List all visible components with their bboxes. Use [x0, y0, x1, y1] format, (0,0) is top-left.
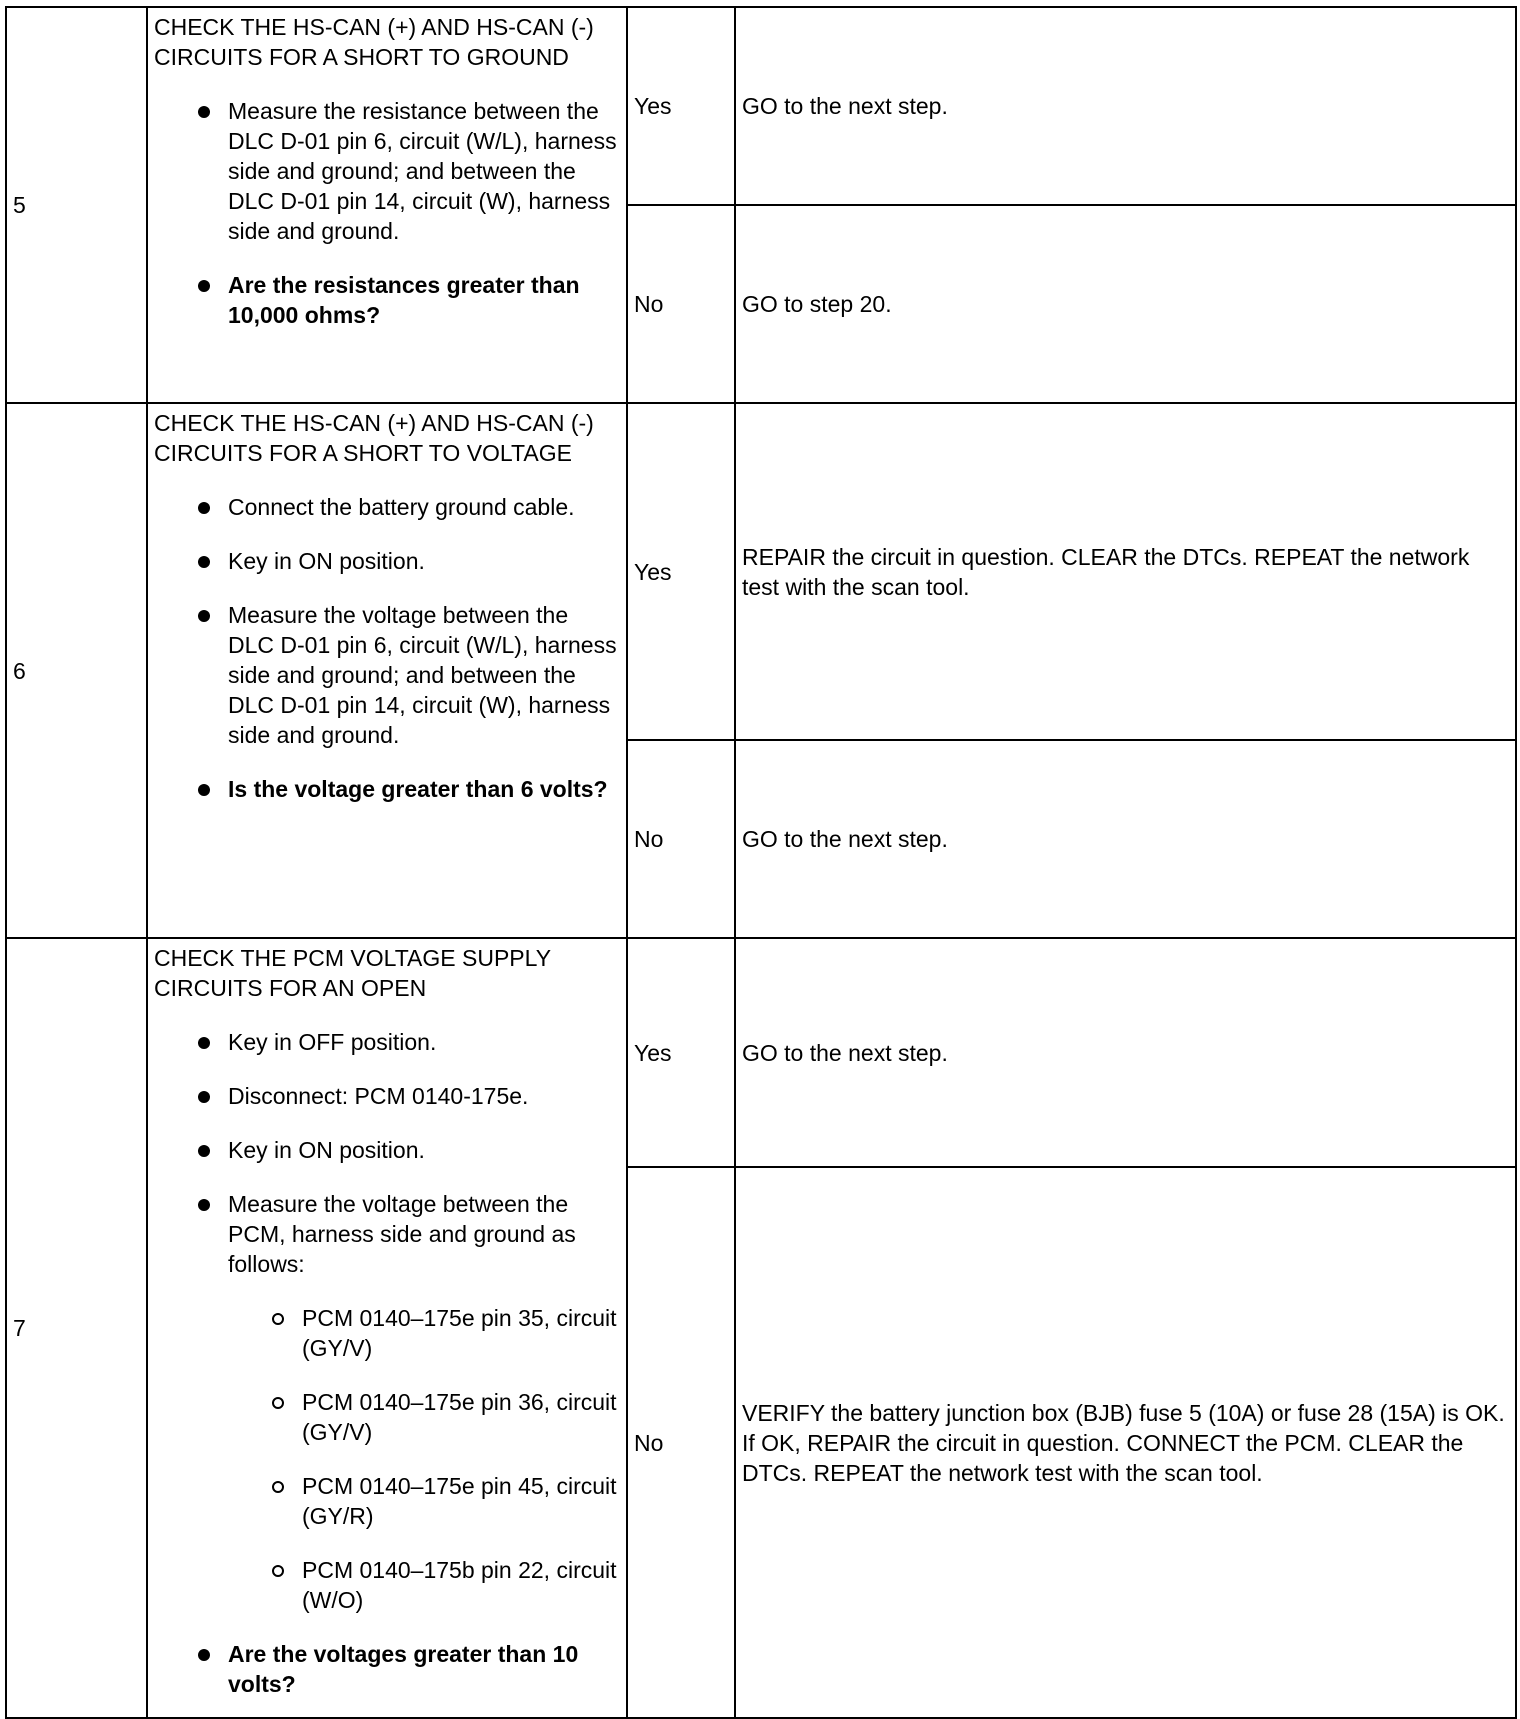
action-yes: GO to the next step.	[735, 938, 1516, 1167]
sub-procedure-item: PCM 0140–175e pin 35, circuit (GY/V)	[270, 1303, 620, 1363]
action-no: VERIFY the battery junction box (BJB) fuse 5 (10A) or fuse 28 (15A) is OK. If OK, REPAIR the circuit in question. CONNECT the PCM. CLEAR the DTCs. REPEAT the network test with the scan tool.	[735, 1167, 1516, 1718]
procedure-item-text: Measure the voltage between the PCM, harness side and ground as follows:	[228, 1191, 576, 1277]
action-no: GO to step 20.	[735, 205, 1516, 403]
test-procedure-cell	[147, 7, 627, 403]
answer-yes: Yes	[627, 7, 735, 205]
test-question: Is the voltage greater than 6 volts?	[196, 774, 620, 804]
test-title: CHECK THE PCM VOLTAGE SUPPLY CIRCUITS FOR AN OPEN	[154, 945, 551, 1001]
procedure-list	[154, 492, 620, 804]
procedure-item: Key in ON position.	[196, 546, 620, 576]
action-yes: GO to the next step.	[735, 7, 1516, 205]
sub-procedure-list	[228, 1303, 620, 1615]
action-no: GO to the next step.	[735, 740, 1516, 938]
procedure-list	[154, 96, 620, 330]
test-procedure-cell	[147, 403, 627, 938]
answer-yes: Yes	[627, 938, 735, 1167]
test-title: CHECK THE HS-CAN (+) AND HS-CAN (-) CIRCUITS FOR A SHORT TO GROUND	[154, 14, 594, 70]
procedure-item: Measure the voltage between the DLC D-01 pin 6, circuit (W/L), harness side and ground; and between the DLC D-01 pin 14, circuit (W), harness side and ground.	[196, 600, 620, 750]
answer-no: No	[627, 205, 735, 403]
answer-yes: Yes	[627, 403, 735, 740]
procedure-item	[196, 1189, 620, 1615]
diagnostic-test-table	[5, 6, 1517, 1719]
step-number: 6	[6, 403, 147, 938]
table-row-step-7	[6, 938, 1516, 1167]
procedure-item: Key in OFF position.	[196, 1027, 620, 1057]
sub-procedure-item: PCM 0140–175e pin 36, circuit (GY/V)	[270, 1387, 620, 1447]
test-title: CHECK THE HS-CAN (+) AND HS-CAN (-) CIRCUITS FOR A SHORT TO VOLTAGE	[154, 410, 594, 466]
sub-procedure-item: PCM 0140–175e pin 45, circuit (GY/R)	[270, 1471, 620, 1531]
step-number: 7	[6, 938, 147, 1718]
procedure-item: Disconnect: PCM 0140-175e.	[196, 1081, 620, 1111]
table-row-step-5	[6, 7, 1516, 205]
step-number: 5	[6, 7, 147, 403]
table-row-step-6	[6, 403, 1516, 740]
procedure-item: Measure the resistance between the DLC D-01 pin 6, circuit (W/L), harness side and ground; and between the DLC D-01 pin 14, circuit (W), harness side and ground.	[196, 96, 620, 246]
sub-procedure-item: PCM 0140–175b pin 22, circuit (W/O)	[270, 1555, 620, 1615]
answer-no: No	[627, 1167, 735, 1718]
procedure-list	[154, 1027, 620, 1699]
action-yes: REPAIR the circuit in question. CLEAR the DTCs. REPEAT the network test with the scan tool.	[735, 403, 1516, 740]
procedure-item: Key in ON position.	[196, 1135, 620, 1165]
procedure-item: Connect the battery ground cable.	[196, 492, 620, 522]
test-question: Are the resistances greater than 10,000 ohms?	[196, 270, 620, 330]
test-procedure-cell	[147, 938, 627, 1718]
test-question: Are the voltages greater than 10 volts?	[196, 1639, 620, 1699]
answer-no: No	[627, 740, 735, 938]
